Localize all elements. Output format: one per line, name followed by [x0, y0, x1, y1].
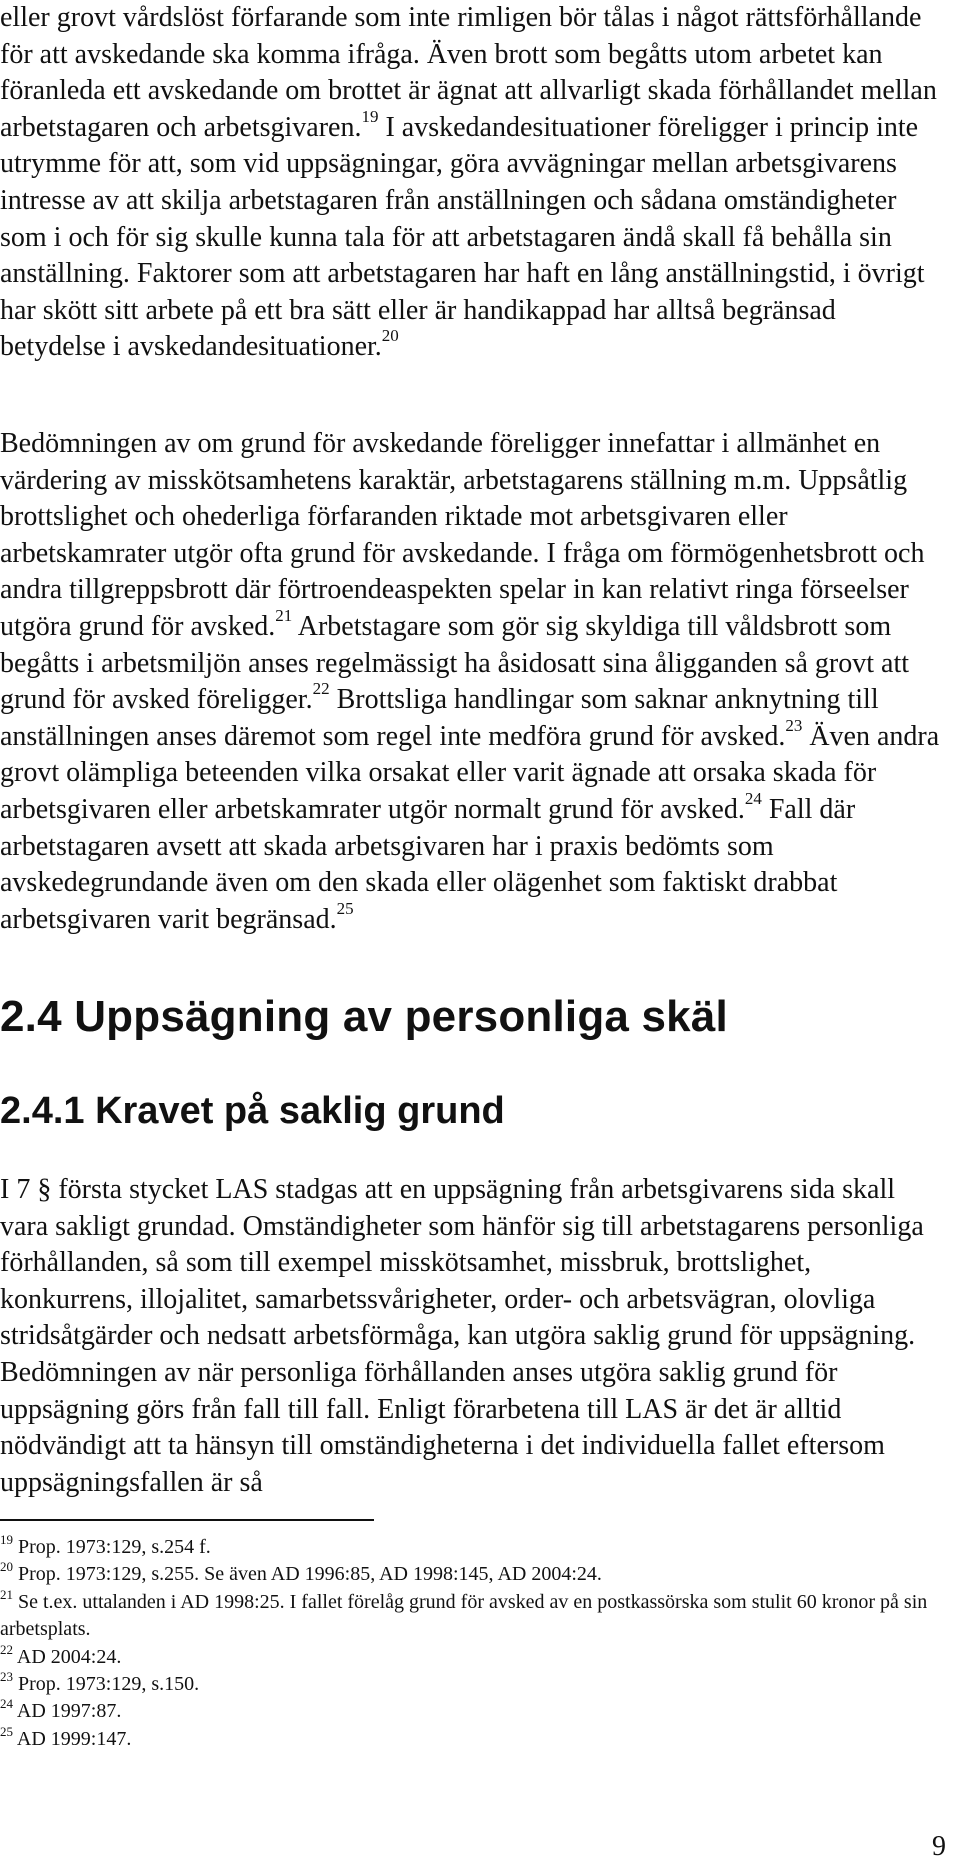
paragraph-text: I avskedandesituationer föreligger i princip inte utrymme för att, som vid uppsägningar, göra avvägningar mellan arbetsgivarens intresse av att skilja arbetstagaren från anställningen och sådana omständigheter som i och för sig skulle kunna tala för att arbetstagaren ändå skall få behålla sin anställning. Faktorer som att arbetstagaren har haft en lång anställningstid, i övrigt har skött sitt arbete på ett bra sätt eller är handikappad har alltså begränsad betydelse i avskedandesituationer.: [0, 111, 925, 363]
section-heading: 2.4 Uppsägning av personliga skäl: [0, 992, 728, 1041]
footnote-number: 24: [0, 1696, 13, 1712]
footnote-number: 25: [0, 1723, 13, 1739]
footnote-number: 23: [0, 1669, 13, 1685]
footnotes: [0, 1534, 948, 1753]
paragraph-text: Brottsliga handlingar som saknar anknytning till anställningen anses däremot som regel inte medföra grund för avsked.: [0, 684, 879, 752]
paragraph-text: Även andra grovt olämpliga beteenden vilka orsakat eller varit ägnade att orsaka skada för arbetsgivaren eller arbetskamrater utgör normalt grund för avsked.: [0, 720, 940, 825]
body-paragraph-3: I 7 § första stycket LAS stadgas att en uppsägning från arbetsgivarens sida skall vara sakligt grundad. Omständigheter som hänför sig till arbetstagarens personliga förhållanden, så som till exempel misskötsamhet, missbruk, brottslighet, konkurrens, illojalitet, samarbetssvårigheter, order- och arbetsvägran, olovliga stridsåtgärder och nedsatt arbetsförmåga, kan utgöra saklig grund för uppsägning. Bedömningen av när personliga förhållanden anses utgöra saklig grund för uppsägning görs från fall till fall. Enligt förarbetena till LAS är det är alltid nödvändigt att ta hänsyn till omständigheterna i det individuella fallet eftersom uppsägningsfallen är så: [0, 1174, 924, 1498]
body-paragraph-1: [0, 0, 948, 366]
page-number: 9: [932, 1831, 946, 1862]
paragraph-text: eller grovt vårdslöst förfarande som inte rimligen bör tålas i något rättsförhållande för att avskedande ska komma ifråga. Även brott som begåtts utom arbetet kan föranleda ett avskedande om brottet är ägnat att allvarligt skada förhållandet mellan arbetstagaren och arbetsgivaren.: [0, 2, 937, 143]
footnote-number: 19: [0, 1532, 13, 1547]
footnote-25: [0, 1723, 948, 1753]
footnote-text: Prop. 1973:129, s.255. Se även AD 1996:85, AD 1998:145, AD 2004:24.: [13, 1563, 602, 1586]
footnote-ref-24[interactable]: 24: [744, 788, 762, 808]
footnote-20: [0, 1561, 948, 1588]
paragraph-text: Arbetstagare som gör sig skyldiga till våldsbrott som begåtts i arbetsmiljön anses regelmässigt ha åsidosatt sina åligganden så grovt att grund för avsked föreligger.: [0, 610, 910, 716]
footnote-text: Prop. 1973:129, s.150.: [13, 1673, 200, 1696]
subsection-heading: 2.4.1 Kravet på saklig grund: [0, 1090, 505, 1132]
footnote-text: AD 1997:87.: [13, 1700, 122, 1723]
body-paragraph-2: [0, 426, 948, 938]
footnote-text: AD 2004:24.: [13, 1645, 122, 1668]
paragraph-text: Bedömningen av om grund för avskedande föreligger innefattar i allmänhet en värdering av misskötsamhetens karaktär, arbetstagarens ställning m.m. Uppsåtlig brottslighet och ohederliga förfaranden riktade mot arbetsgivaren eller arbetskamrater utgör ofta grund för avskedande. I fråga om förmögenhetsbrott och andra tillgreppsbrott där förtroendeaspekten spelar in kan relativt ringa förseelser utgöra grund för avsked.: [0, 428, 925, 642]
footnote-ref-20[interactable]: 20: [381, 326, 399, 346]
footnote-ref-21[interactable]: 21: [275, 605, 293, 625]
footnote-ref-19[interactable]: 19: [361, 106, 379, 126]
footnote-text: Se t.ex. uttalanden i AD 1998:25. I fallet förelåg grund för avsked av en postkassörska som stulit 60 kronor på sin arbetsplats.: [0, 1590, 928, 1641]
footnote-ref-22[interactable]: 22: [312, 679, 330, 699]
footnote-separator: [0, 1519, 374, 1521]
footnote-ref-25[interactable]: 25: [336, 898, 354, 918]
footnote-text: Prop. 1973:129, s.254 f.: [13, 1536, 211, 1558]
footnote-24: [0, 1698, 948, 1725]
footnote-ref-23[interactable]: 23: [785, 715, 803, 735]
paragraph-text: Fall där arbetstagaren avsett att skada arbetsgivaren har i praxis bedömts som avskedegrundande även om den skada eller olägenhet som faktiskt drabbat arbetsgivaren varit begränsad.: [0, 793, 856, 935]
footnote-text: AD 1999:147.: [13, 1727, 132, 1750]
footnote-21: [0, 1586, 948, 1644]
footnote-number: 21: [0, 1586, 13, 1602]
footnote-22: [0, 1641, 948, 1671]
footnote-number: 22: [0, 1641, 13, 1657]
footnote-23: [0, 1671, 948, 1698]
footnote-number: 20: [0, 1559, 13, 1575]
footnote-19: [0, 1534, 948, 1561]
